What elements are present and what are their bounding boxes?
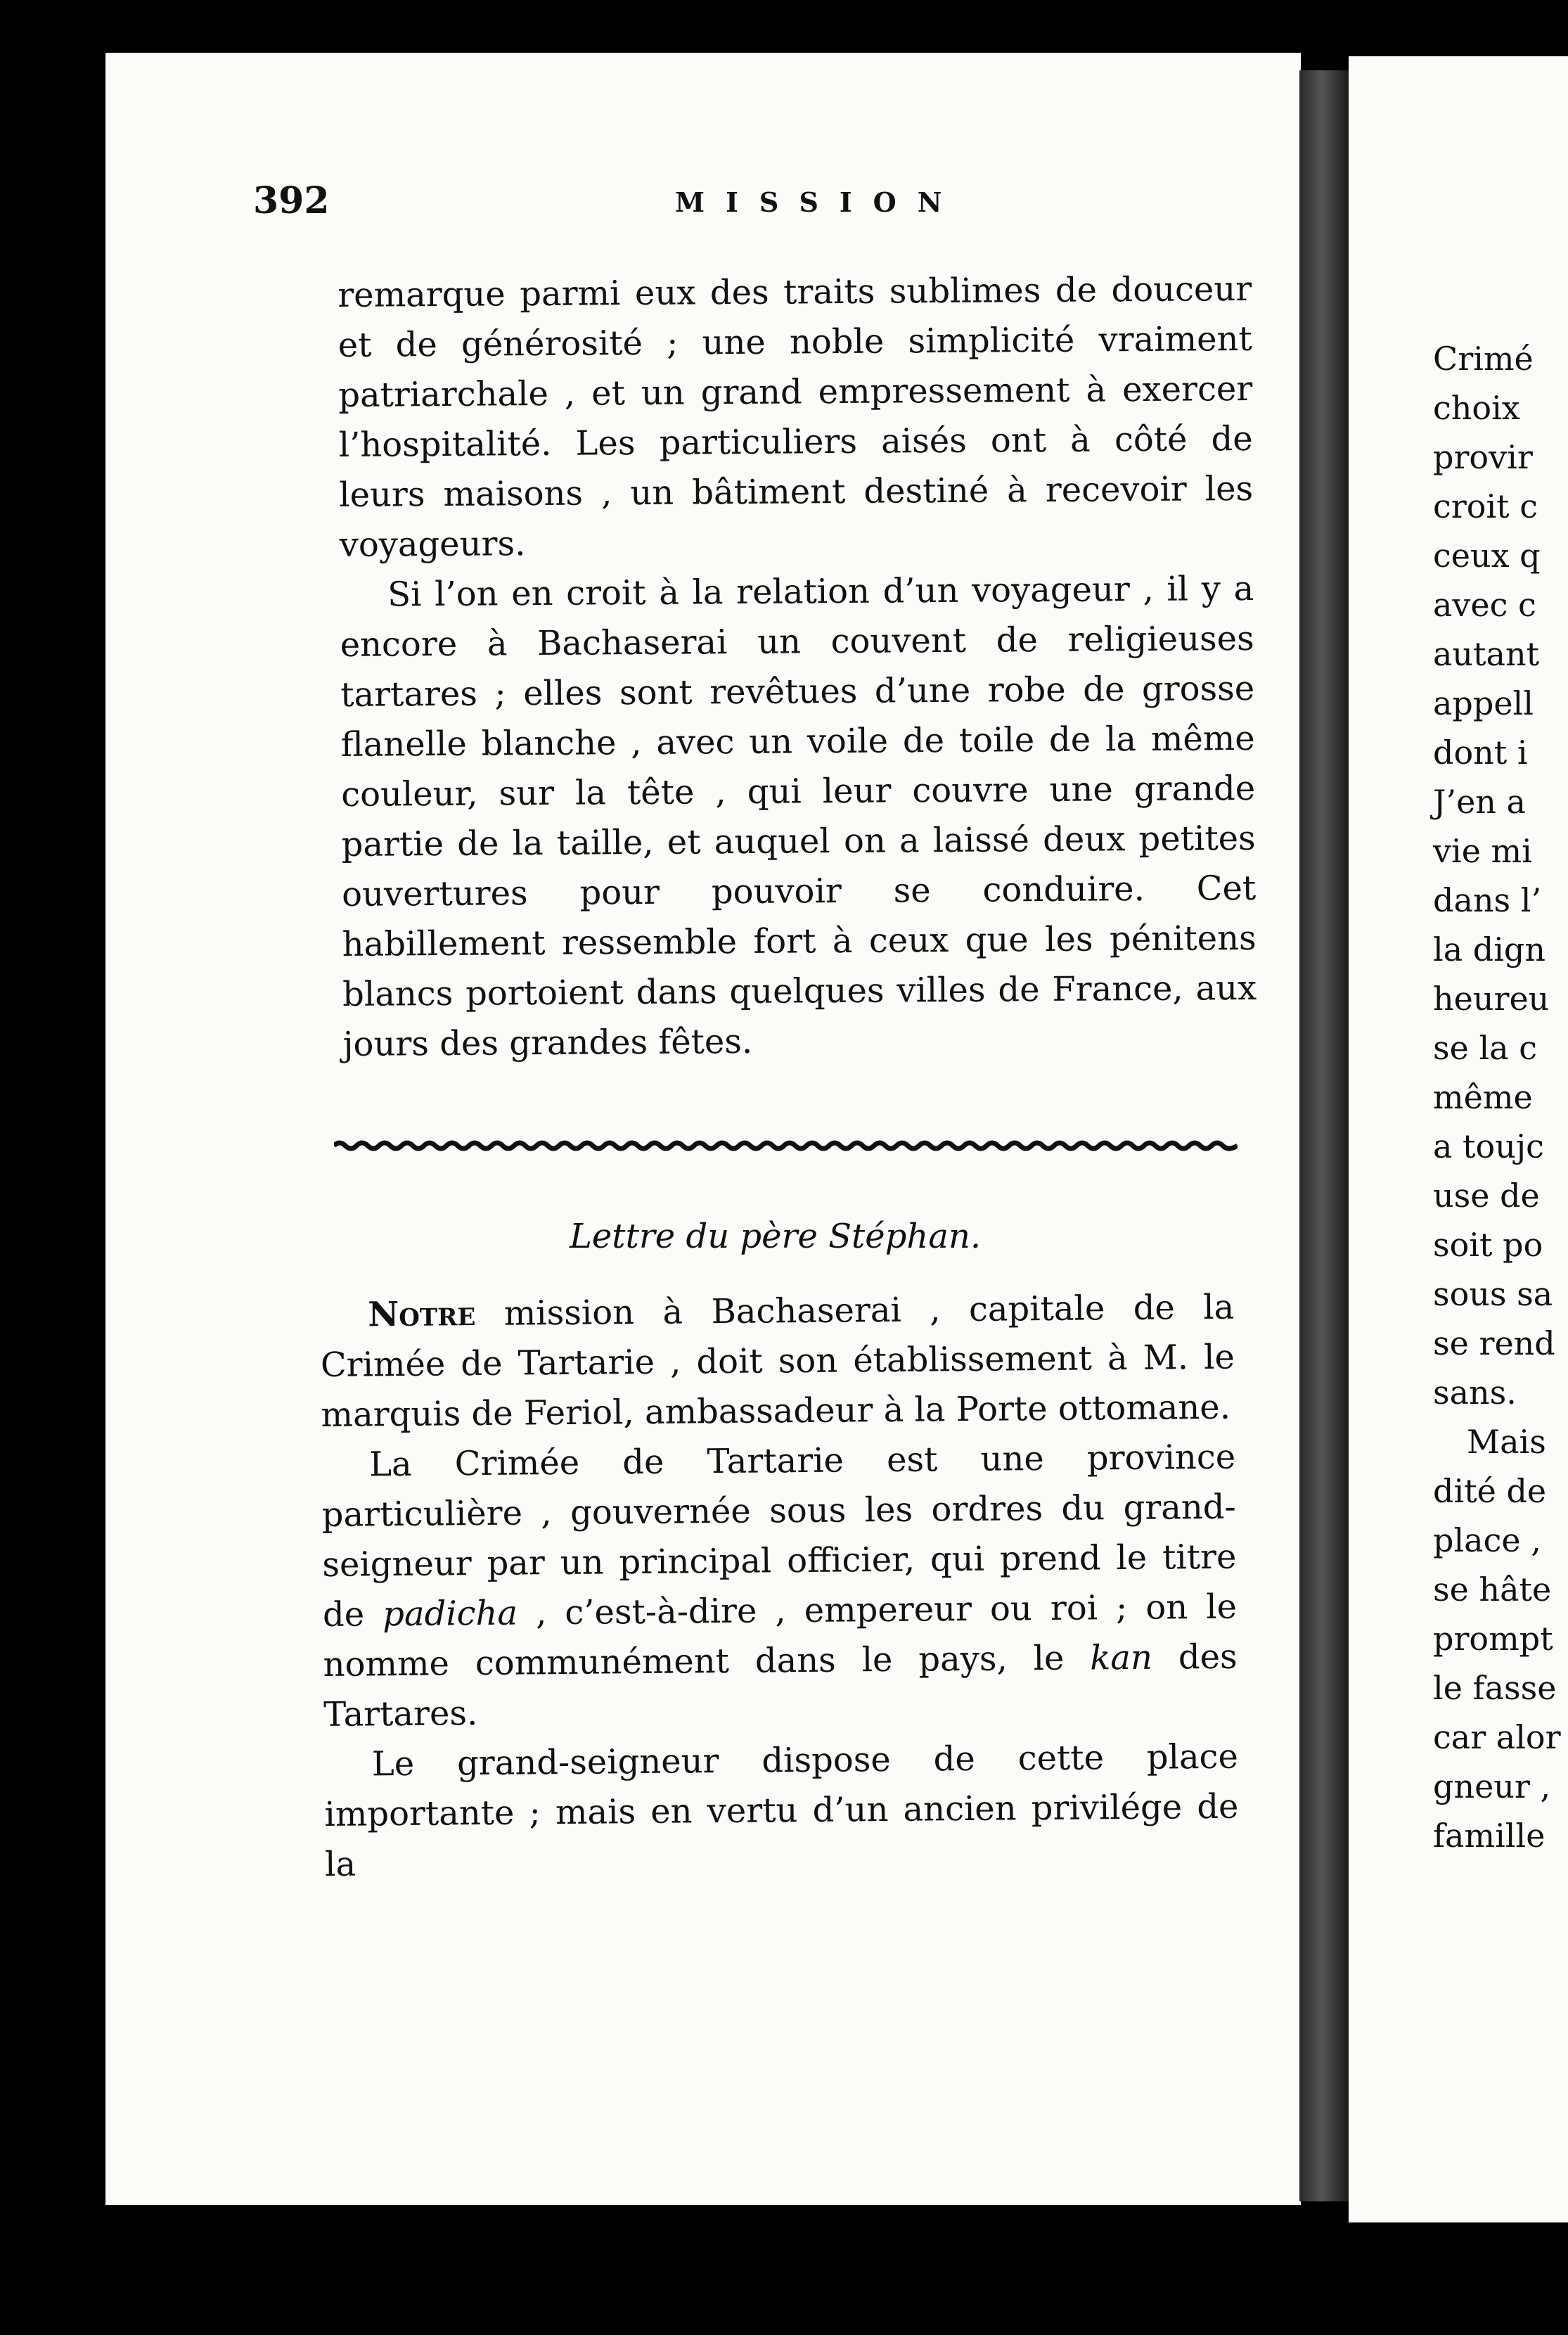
facing-line: appell	[1433, 684, 1534, 722]
italic-term-kan: kan	[1090, 1637, 1153, 1678]
facing-line: famille	[1433, 1817, 1545, 1855]
paragraph-continuation: remarque parmi eux des traits sublimes de douceur et de générosité ; une noble simplicité vraiment patriarchale , et un grand empressement à exercer l’hospitalité. Les particuliers aisés ont à côté de leurs maisons , un bâtiment destiné à recevoir les voyageurs.	[338, 269, 1254, 565]
section-divider	[334, 1136, 1238, 1156]
facing-line: sous sa	[1433, 1275, 1553, 1313]
paragraph-grand-seigneur: Le grand-seigneur dispose de cette place importante ; mais en vertu d’un ancien privilége de la	[324, 1736, 1239, 1884]
facing-line: soit po	[1433, 1226, 1543, 1264]
text-block-continuation	[338, 264, 1257, 1070]
facing-line: dité de	[1433, 1472, 1547, 1510]
facing-line: croit c	[1433, 487, 1538, 525]
facing-line: Mais	[1467, 1423, 1546, 1461]
facing-line: le fasse	[1433, 1669, 1557, 1707]
paragraph-mission: Notre mission à Bachaserai , capitale de la Crimée de Tartarie , doit son établissement à M. le marquis de Feriol, ambassadeur à la Porte ottomane.	[320, 1287, 1235, 1435]
facing-line: se hâte	[1433, 1570, 1552, 1608]
facing-line: avec c	[1433, 586, 1536, 624]
running-title: MISSION	[675, 186, 963, 218]
facing-line: gneur ,	[1433, 1767, 1551, 1805]
facing-line: heureu	[1433, 980, 1550, 1018]
facing-line: la dign	[1433, 930, 1545, 968]
facing-line: dont i	[1433, 734, 1528, 772]
facing-line: Crimé	[1433, 340, 1534, 378]
facing-line: même	[1433, 1078, 1533, 1116]
page-header	[253, 137, 1266, 236]
facing-page	[1349, 56, 1568, 2222]
book-gutter	[1299, 70, 1349, 2201]
facing-line: autant	[1433, 635, 1540, 673]
paragraph-crimea: La Crimée de Tartarie est une province particulière , gouvernée sous les ordres du grand-seigneur par un principal officier, qui prend le titre de padicha , c’est-à-dire , empereur ou roi ; on le nomme communément dans le pays, le kan des Tartares.	[321, 1437, 1238, 1734]
paragraph-convent: Si l’on en croit à la relation d’un voyageur , il y a encore à Bachaserai un couvent de religieuses tartares ; elles sont revêtues d’une robe de grosse flanelle blanche , avec un voile de toile de la même couleur, sur la tête , qui leur couvre une grande partie de la taille, et auquel on a laissé deux petites ouvertures pour pouvoir se conduire. Cet habillement ressemble fort à ceux que les pénitens blancs portoient dans quelques villes de France, aux jours des grandes fêtes.	[340, 568, 1257, 1064]
facing-line: se rend	[1433, 1324, 1555, 1362]
text-block-letter	[320, 1283, 1239, 1890]
facing-line: place ,	[1433, 1521, 1541, 1559]
facing-line: se la c	[1433, 1029, 1537, 1067]
italic-term-padicha: padicha	[382, 1593, 518, 1634]
facing-line: a toujc	[1433, 1127, 1544, 1165]
facing-line: dans l’	[1433, 881, 1542, 919]
facing-line: provir	[1433, 438, 1533, 476]
page-number: 392	[253, 179, 330, 222]
facing-page-text	[1433, 334, 1561, 1860]
letter-title: Lettre du père Stéphan.	[570, 1217, 982, 1256]
facing-line: ceux q	[1433, 537, 1541, 575]
drop-word: Notre	[368, 1294, 476, 1335]
facing-line: car alor	[1433, 1718, 1561, 1756]
facing-line: prompt	[1433, 1620, 1553, 1658]
facing-line: choix	[1433, 389, 1520, 427]
facing-line: J’en a	[1433, 783, 1526, 821]
facing-line: vie mi	[1433, 832, 1532, 870]
facing-line: use de	[1433, 1177, 1540, 1215]
facing-line: sans.	[1433, 1374, 1517, 1412]
